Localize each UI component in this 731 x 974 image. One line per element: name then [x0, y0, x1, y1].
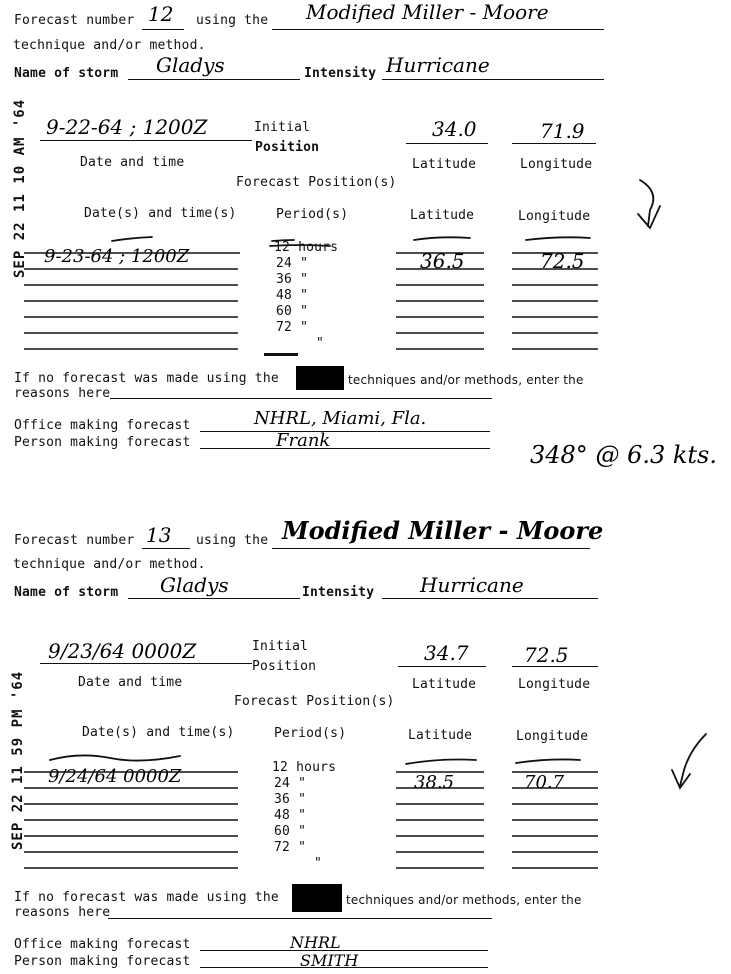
longitude-label: Longitude [516, 729, 589, 744]
period-12: 12 hours [274, 240, 339, 255]
heading-note: 348° @ 6.3 kts. [530, 441, 717, 469]
period-24: 24 " [274, 776, 307, 791]
forecast-positions-label: Forecast Position(s) [236, 175, 397, 190]
longitude-label: Longitude [518, 677, 591, 692]
date-time-label: Date and time [78, 675, 183, 690]
position-label: Position [255, 140, 320, 155]
latitude-label: Latitude [412, 677, 477, 692]
initial-lon-value: 71.9 [540, 119, 585, 143]
date-time-label: Date and time [80, 155, 185, 170]
using-the-label: using the [196, 13, 269, 28]
initial-label: Initial [254, 120, 311, 135]
intensity-value: Hurricane [420, 573, 524, 597]
storm-name-value: Gladys [160, 573, 229, 597]
period-48: 48 " [274, 808, 307, 823]
forecast-number-label: Forecast number [14, 533, 135, 548]
storm-name-value: Gladys [156, 53, 225, 77]
forecast-positions-label: Forecast Position(s) [234, 694, 395, 709]
forecast-lon-value: 72.5 [540, 249, 585, 273]
office-label: Office making forecast [14, 418, 191, 433]
intensity-label: Intensity [304, 66, 377, 81]
period-60: 60 " [274, 824, 307, 839]
period-36: 36 " [276, 272, 309, 287]
period-12: 12 hours [272, 760, 337, 775]
initial-datetime-value: 9/23/64 0000Z [48, 639, 197, 663]
intensity-label: Intensity [302, 585, 375, 600]
initial-label: Initial [252, 639, 309, 654]
person-value: Frank [276, 430, 331, 451]
forecast-lat-value: 38.5 [414, 772, 455, 793]
arrow-icon [638, 180, 706, 788]
forecast-datetime-value: 9-23-64 ; 1200Z [44, 246, 190, 267]
office-value: NHRL [290, 933, 341, 952]
forecast-datetime-value: 9/24/64 0000Z [48, 766, 182, 787]
longitude-label: Longitude [518, 209, 591, 224]
intensity-value: Hurricane [386, 53, 490, 77]
no-forecast-text: If no forecast was made using the [14, 371, 279, 386]
technique-name: Modified Miller - Moore [282, 516, 604, 545]
forecast-number-label: Forecast number [14, 13, 135, 28]
office-value: NHRL, Miami, Fla. [254, 408, 427, 429]
period-24: 24 " [276, 256, 309, 271]
technique-name: Modified Miller - Moore [306, 0, 549, 24]
forecast-lat-value: 36.5 [420, 249, 465, 273]
received-stamp: SEP 22 11 10 AM '64 [12, 98, 28, 278]
period-72: 72 " [276, 320, 309, 335]
period-blank: " [314, 856, 323, 871]
using-the-label: using the [196, 533, 269, 548]
person-label: Person making forecast [14, 435, 191, 450]
reasons-here-label: reasons here [14, 905, 111, 920]
technique-label: technique and/or method. [13, 38, 206, 53]
periods-label: Period(s) [274, 726, 347, 741]
forecast-number-value: 13 [146, 523, 172, 547]
period-blank: " [316, 336, 325, 351]
received-stamp: SEP 22 11 59 PM '64 [10, 670, 26, 850]
reasons-here-label: reasons here [14, 386, 111, 401]
period-60: 60 " [276, 304, 309, 319]
initial-datetime-value: 9-22-64 ; 1200Z [46, 115, 208, 139]
period-72: 72 " [274, 840, 307, 855]
initial-lat-value: 34.7 [424, 641, 469, 665]
period-48: 48 " [276, 288, 309, 303]
forecast-number-value: 12 [148, 2, 174, 26]
latitude-label: Latitude [412, 157, 477, 172]
periods-label: Period(s) [276, 207, 349, 222]
name-of-storm-label: Name of storm [14, 585, 119, 600]
period-36: 36 " [274, 792, 307, 807]
no-forecast-text-2: techniques and/or methods, enter the [348, 373, 584, 387]
initial-lon-value: 72.5 [524, 643, 569, 667]
person-value: SMITH [300, 951, 359, 970]
no-forecast-text-2: techniques and/or methods, enter the [346, 893, 582, 907]
name-of-storm-label: Name of storm [14, 66, 119, 81]
longitude-label: Longitude [520, 157, 593, 172]
latitude-label: Latitude [410, 208, 475, 223]
person-label: Person making forecast [14, 954, 191, 969]
position-label: Position [252, 659, 317, 674]
technique-label: technique and/or method. [13, 557, 206, 572]
initial-lat-value: 34.0 [432, 117, 477, 141]
dates-times-label: Date(s) and time(s) [82, 725, 235, 740]
forecast-lon-value: 70.7 [524, 772, 565, 793]
no-forecast-text: If no forecast was made using the [14, 890, 279, 905]
office-label: Office making forecast [14, 937, 191, 952]
latitude-label: Latitude [408, 728, 473, 743]
dates-times-label: Date(s) and time(s) [84, 206, 237, 221]
